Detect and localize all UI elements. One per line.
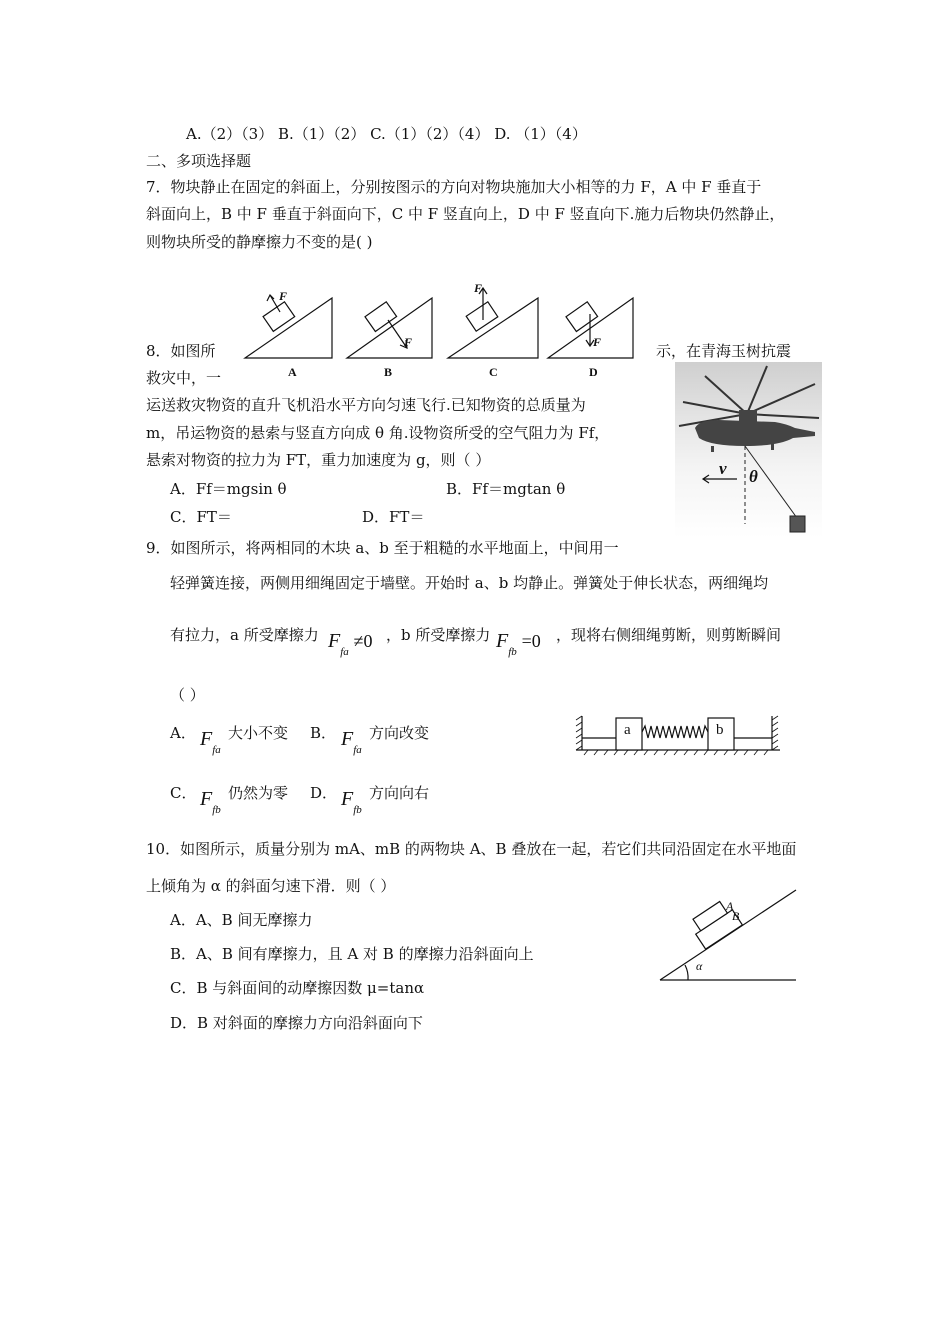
incline-c-force-label: F [474, 281, 483, 295]
q9-option-c-label: C． [170, 784, 197, 802]
angle-arc [685, 965, 688, 980]
q10-line-1: 10．如图所示，质量分别为 mA、mB 的两物块 A、B 叠放在一起，若它们共同沿固定在水平地面 [146, 840, 797, 858]
incline-c-label: C [489, 365, 498, 379]
q8-line-2: 救灾中，一 [146, 369, 222, 387]
q8-option-d: D．FT＝ [362, 508, 425, 526]
q9-line-3-b: ，b 所受摩擦力 [386, 626, 491, 644]
q10-option-d: D．B 对斜面的摩擦力方向沿斜面向下 [170, 1014, 423, 1032]
q9-option-c-symbol: $F_{fb}$ [200, 788, 221, 816]
q9-line-2: 轻弹簧连接，两侧用细绳固定于墙壁。开始时 a、b 均静止。弹簧处于伸长状态，两细绳均 [170, 574, 769, 592]
incline-c-block [466, 302, 498, 331]
block-b-label: B [732, 909, 740, 923]
q9-option-b-label: B． [310, 724, 337, 742]
q7-line-1: 7．物块静止在固定的斜面上，分别按图示的方向对物块施加大小相等的力 F，A 中 F 垂直于 [146, 178, 762, 196]
q7-line-2: 斜面向上，B 中 F 垂直于斜面向下，C 中 F 竖直向上，D 中 F 竖直向下.施力后物块仍然静止， [146, 205, 785, 223]
q9-option-a-text: 大小不变 [228, 724, 289, 742]
section-heading: 二、多项选择题 [146, 152, 252, 170]
q9-line-1: 9．如图所示，将两相同的木块 a、b 至于粗糙的水平地面上，中间用一 [146, 539, 619, 557]
q9-option-b-text: 方向改变 [369, 724, 430, 742]
incline-b-force-label: F [404, 335, 413, 349]
q9-line-3-a: 有拉力，a 所受摩擦力 [170, 626, 319, 644]
block-a-label: a [624, 722, 631, 738]
spring-icon [642, 726, 708, 738]
q10-option-c: C．B 与斜面间的动摩擦因数 μ=tanα [170, 979, 425, 997]
q8-line-4: m，吊运物资的悬索与竖直方向成 θ 角.设物资所受的空气阻力为 Ff， [146, 424, 610, 442]
q8-option-c: C．FT＝ [170, 508, 232, 526]
block-a-label: A [726, 899, 734, 913]
q9-option-a-label: A． [170, 724, 196, 742]
q8-option-b: B．Ff＝mgtan θ [446, 480, 566, 498]
q9-option-a-symbol: $F_{fa}$ [200, 728, 221, 756]
incline-a-force-label: F [279, 289, 288, 303]
q10-line-2: 上倾角为 α 的斜面匀速下滑．则（ ） [146, 877, 396, 895]
cargo-box [790, 516, 805, 532]
angle-label: θ [749, 467, 758, 486]
incline-d-label: D [589, 365, 598, 379]
angle-label: α [696, 959, 703, 973]
q9-option-d-text: 方向向右 [369, 784, 430, 802]
q9-option-c-text: 仍然为零 [228, 784, 289, 802]
q10-option-b: B．A、B 间有摩擦力，且 A 对 B 的摩擦力沿斜面向上 [170, 945, 534, 963]
q9-option-b-symbol: $F_{fa}$ [341, 728, 362, 756]
incline-b-label: B [384, 365, 393, 379]
q8-line-5: 悬索对物资的拉力为 FT，重力加速度为 g，则（ ） [146, 451, 491, 469]
q9-option-d-symbol: $F_{fb}$ [341, 788, 362, 816]
q9-answer-paren: （ ） [170, 686, 205, 704]
q9-expr-fb-zero: $F_{fb} =0$ [496, 630, 541, 658]
q9-line-3-c: ，现将右侧细绳剪断，则剪断瞬间 [556, 626, 782, 644]
q8-line-1-right: 示，在青海玉树抗震 [656, 342, 792, 360]
block-b-label: b [716, 722, 724, 738]
incline-a-label: A [288, 365, 297, 379]
incline-d-force-label: F [593, 335, 602, 349]
q9-option-d-label: D． [310, 784, 338, 802]
q8-line-3: 运送救灾物资的直升飞机沿水平方向匀速飞行.已知物资的总质量为 [146, 396, 586, 414]
q8-option-a: A．Ff＝mgsin θ [170, 480, 287, 498]
q9-expr-fa-nonzero: $F_{fa} \ne 0$ [328, 630, 373, 658]
q6-options: A.（2）（3） B.（1）（2） C.（1）（2）（4） D. （1）（4） [186, 125, 587, 143]
incline-c-triangle [448, 298, 538, 358]
q7-incline-figure [240, 280, 650, 380]
helicopter-photo [675, 362, 822, 538]
q10-option-a: A．A、B 间无摩擦力 [170, 911, 313, 929]
q7-line-3: 则物块所受的静摩擦力不变的是( ) [146, 233, 373, 251]
spring-blocks-figure [574, 714, 784, 756]
stacked-blocks-incline-figure [658, 882, 800, 986]
q8-line-1-left: 8．如图所 [146, 342, 216, 360]
velocity-label: v [719, 459, 727, 478]
